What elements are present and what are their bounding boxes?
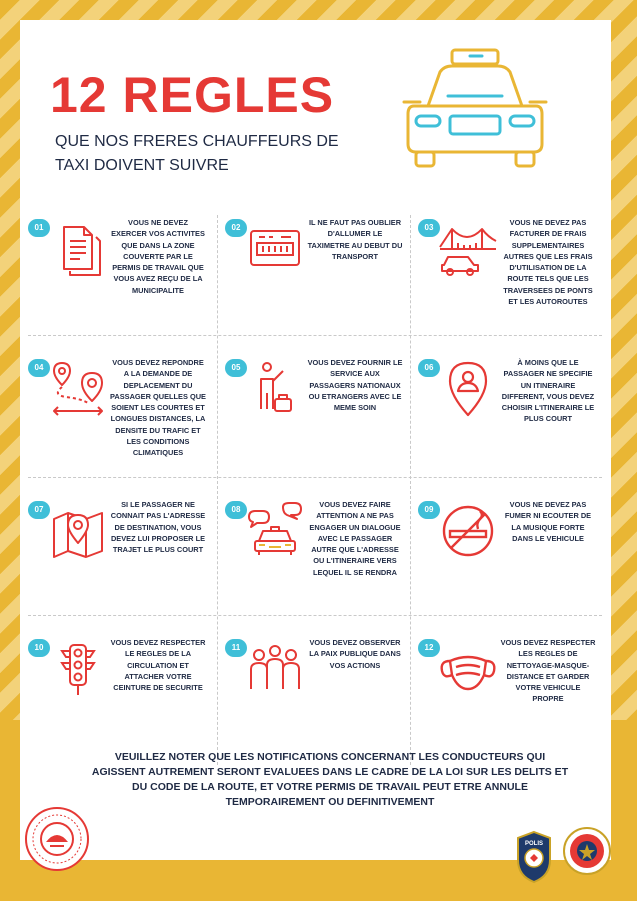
rule-number: 11 xyxy=(225,639,247,657)
taxi-dialogue-icon xyxy=(245,501,305,561)
bridge-car-icon xyxy=(438,219,498,279)
rule-text: SI LE PASSAGER NE CONNAIT PAS L'ADRESSE DE DESTINATION, VOUS DEVEZ LUI PROPOSER LE TRAJET LE PLUS COURT xyxy=(110,500,206,555)
page-title: 12 REGLES xyxy=(50,67,335,123)
rule-card xyxy=(20,487,213,625)
legal-notice: VEUILLEZ NOTER QUE LES NOTIFICATIONS CONCERNANT LES CONDUCTEURS QUI AGISSENT AUTREMENT SERONT EVALUEES DANS LE CADRE DE LA LOI SUR LES DELITS ET DU CODE DE LA ROUTE, ET VOTRE PERMIS DE TRAVAIL PEUT ETRE ANNULE TEMPORAIREMENT OU DEFINITIVEMENT xyxy=(91,751,569,808)
rule-text: À MOINS QUE LE PASSAGER NE SPECIFIE UN ITINERAIRE DIFFERENT, VOUS DEVEZ CHOISIR L'ITINERAIRE LE PLUS COURT xyxy=(501,358,595,424)
police-badge-text: POLIS xyxy=(524,841,544,847)
rule-number: 04 xyxy=(28,359,50,377)
rule-text: VOUS DEVEZ RESPECTER LES REGLES DE NETTOYAGE-MASQUE-DISTANCE ET GARDER VOTRE VEHICULE PROPRE xyxy=(500,638,596,704)
rule-card xyxy=(20,205,213,343)
rule-text: VOUS DEVEZ FAIRE ATTENTION A NE PAS ENGAGER UN DIALOGUE AVEC LE PASSAGER AUTRE QUE L'ADRESSE OU L'ITINERAIRE VERS LEQUEL IL SE RENDRA xyxy=(309,500,401,577)
rule-number: 09 xyxy=(418,501,440,519)
rule-card xyxy=(410,487,603,625)
rule-text: VOUS NE DEVEZ EXERCER VOS ACTIVITES QUE DANS LA ZONE COUVERTE PAR LE PERMIS DE TRAVAIL QUE VOUS AVEZ REÇU DE LA MUNICIPALITE xyxy=(111,218,205,295)
rule-number: 01 xyxy=(28,219,50,237)
people-icon xyxy=(245,639,305,699)
rule-text: VOUS DEVEZ OBSERVER LA PAIX PUBLIQUE DANS VOS ACTIONS xyxy=(309,638,401,670)
rule-card xyxy=(217,487,410,625)
rule-card xyxy=(410,345,603,483)
rule-card xyxy=(217,205,410,343)
rule-text: VOUS DEVEZ FOURNIR LE SERVICE AUX PASSAGERS NATIONAUX OU ETRANGERS AVEC LE MEME SOIN xyxy=(307,358,403,413)
ministry-seal-icon xyxy=(24,806,90,872)
rule-number: 02 xyxy=(225,219,247,237)
rule-text: VOUS NE DEVEZ PAS FACTURER DE FRAIS SUPPLEMENTAIRES AUTRES QUE LES FRAIS D'UTILISATION DE LA ROUTE TELS QUE LES TRAVERSEES DE PONTS ET LES AUTOROUTES xyxy=(503,218,593,307)
rule-number: 05 xyxy=(225,359,247,377)
rule-text: VOUS NE DEVEZ PAS FUMER NI ECOUTER DE LA MUSIQUE FORTE DANS LE VEHICULE xyxy=(504,500,592,543)
rule-card xyxy=(217,625,410,763)
rule-number: 07 xyxy=(28,501,50,519)
rule-text: IL NE FAUT PAS OUBLIER D'ALLUMER LE TAXIMETRE AU DEBUT DU TRANSPORT xyxy=(307,218,403,261)
rule-card xyxy=(410,625,603,763)
rule-card xyxy=(20,625,213,763)
rule-card xyxy=(410,205,603,343)
rule-number: 10 xyxy=(28,639,50,657)
location-person-icon xyxy=(438,359,498,419)
passenger-icon xyxy=(245,359,305,419)
gendarmerie-badge-icon xyxy=(562,826,612,876)
document-icon xyxy=(48,219,108,279)
rule-number: 03 xyxy=(418,219,440,237)
taximeter-icon xyxy=(245,219,305,279)
rule-text: VOUS DEVEZ RESPECTER LE REGLES DE LA CIRCULATION ET ATTACHER VOTRE CEINTURE DE SECURITE xyxy=(110,638,206,693)
taxi-front-icon xyxy=(400,44,550,174)
page-subtitle: QUE NOS FRERES CHAUFFEURS DE TAXI DOIVENT SUIVRE xyxy=(55,133,339,174)
route-icon xyxy=(48,359,108,419)
rule-text: VOUS DEVEZ REPONDRE A LA DEMANDE DE DEPLACEMENT DU PASSAGER QUELLES QUE SOIENT LES COURTES ET LONGUES DISTANCES, LA DENSITE DU TRAFIC ET LES CONDITIONS CLIMATIQUES xyxy=(110,358,206,458)
rule-card xyxy=(20,345,213,483)
map-pin-icon xyxy=(48,501,108,561)
traffic-light-icon xyxy=(48,639,108,699)
mask-icon xyxy=(438,639,498,699)
police-badge-icon xyxy=(516,830,552,884)
no-smoking-icon xyxy=(438,501,498,561)
rule-card xyxy=(217,345,410,483)
rule-number: 12 xyxy=(418,639,440,657)
rule-number: 08 xyxy=(225,501,247,519)
rule-number: 06 xyxy=(418,359,440,377)
